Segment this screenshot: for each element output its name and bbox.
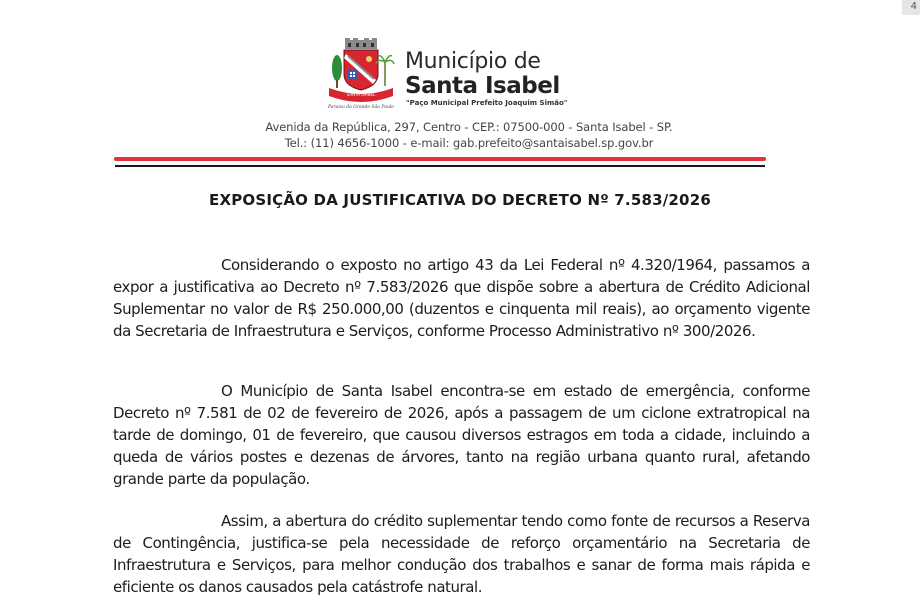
svg-text:SANTA ISABEL: SANTA ISABEL xyxy=(346,92,376,97)
body-paragraph-2 xyxy=(113,380,810,490)
letterhead xyxy=(0,38,920,118)
municipal-crest-icon xyxy=(326,38,396,110)
header-divider-black xyxy=(115,165,765,167)
paragraph-text: Considerando o exposto no artigo 43 da Lei Federal nº 4.320/1964, passamos a expor a justificativa ao Decreto nº 7.583/2026 que dispõe sobre a abertura de Crédito Adicional Suplementar no valor de R$ 250.000,00 (duzentos e cinquenta mil reais), ao orçamento vigente da Secretaria de Infraestrutura e Serviços, conforme Processo Administrativo nº 300/2026. xyxy=(113,256,810,340)
paragraph-text: Assim, a abertura do crédito suplementar tendo como fonte de recursos a Reserva de Contingência, justifica-se pela necessidade de reforço orçamentário na Secretaria de Infraestrutura e Serviços, para melhor condução dos trabalhos e sanar de forma mais rápida e eficiente os danos causados pela catástrofe natural. xyxy=(113,512,810,596)
paragraph-text: O Município de Santa Isabel encontra-se em estado de emergência, conforme Decreto nº 7.581 de 02 de fevereiro de 2026, após a passagem de um ciclone extratropical na tarde de domingo, 01 de fevereiro, que causou diversos estragos em toda a cidade, incluindo a queda de vários postes e dezenas de árvores, tanto na região urbana quanto rural, afetando grande parte da população. xyxy=(113,382,810,488)
letterhead-address xyxy=(0,119,920,151)
brand-tagline: "Paço Municipal Prefeito Joaquim Simão" xyxy=(406,99,568,107)
svg-text:Paraiso da Grande São Paulo: Paraiso da Grande São Paulo xyxy=(328,105,394,110)
page-number-indicator: 4 xyxy=(902,0,920,15)
contact-line: Tel.: (11) 4656-1000 - e-mail: gab.prefeito@santaisabel.sp.gov.br xyxy=(284,136,654,150)
brand-title: Santa Isabel xyxy=(405,73,560,99)
municipality-brand xyxy=(405,50,567,108)
brand-subtitle: Município de xyxy=(405,49,541,74)
document-title: EXPOSIÇÃO DA JUSTIFICATIVA DO DECRETO Nº 7.583/2026 xyxy=(209,191,711,209)
address-line: Avenida da República, 297, Centro - CEP.: 07500-000 - Santa Isabel - SP. xyxy=(265,120,673,134)
body-paragraph-3 xyxy=(113,510,810,598)
header-divider-red xyxy=(114,157,766,161)
body-paragraph-1 xyxy=(113,254,810,342)
